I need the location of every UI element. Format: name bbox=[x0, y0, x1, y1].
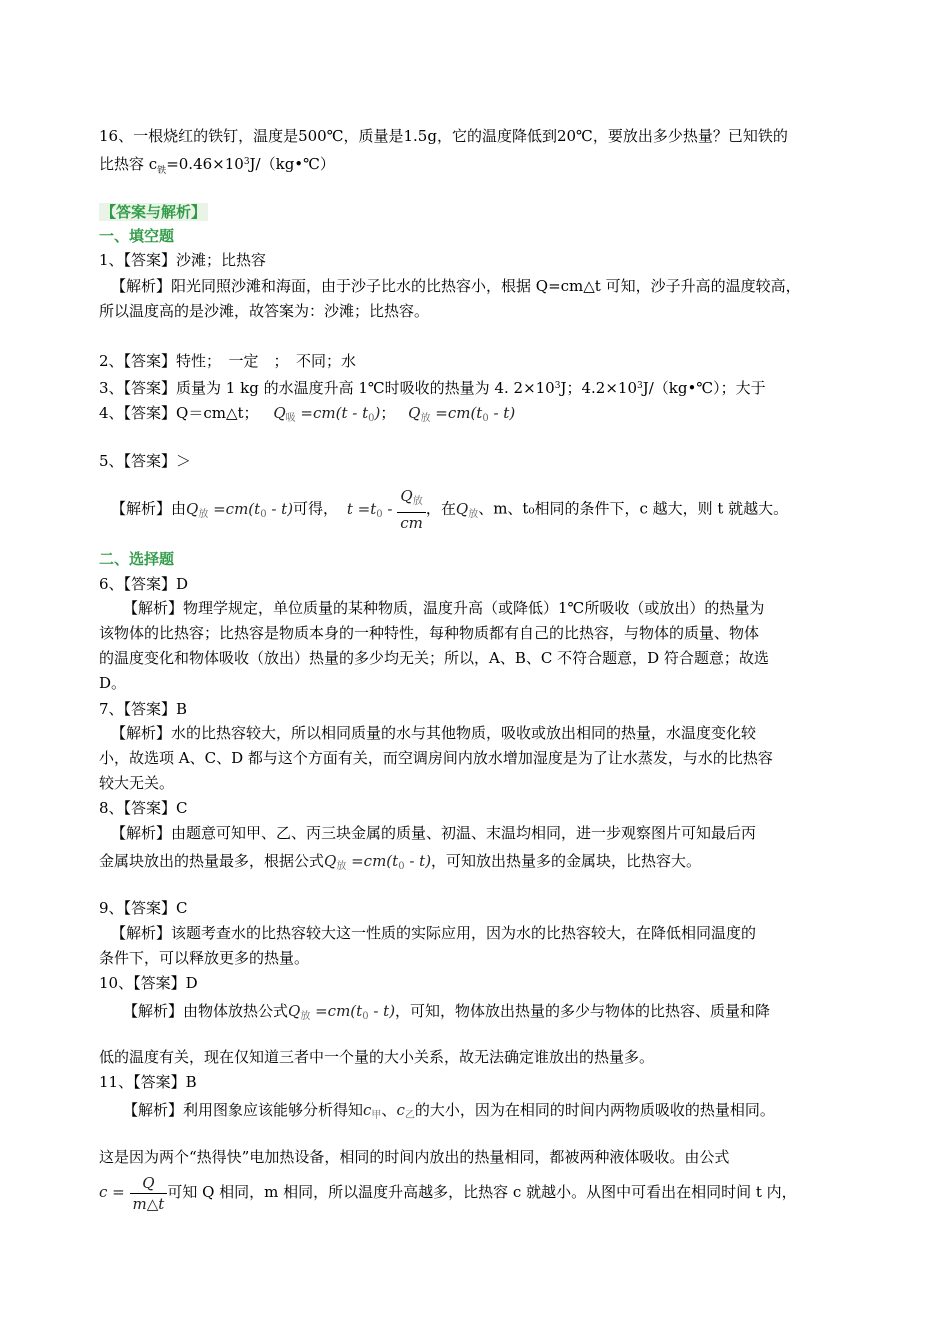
a8-analysis-2: 金属块放出的热量最多，根据公式$Q_放 =cm(t_0 - t)$，可知放出热量多的金属块，比热容大。 bbox=[99, 852, 702, 872]
a3-answer: 3、【答案】质量为 1 kg 的水温度升高 1℃时吸收的热量为 4. $2\times 10^3J$；$4.2\times 10^3J/(kg•℃)$；大于 bbox=[99, 379, 766, 397]
a7-answer: 7、【答案】B bbox=[99, 700, 188, 718]
formula-q-release: $Q_放 =cm(t_0 - t)$ bbox=[324, 852, 432, 872]
a11-answer: 11、【答案】B bbox=[99, 1073, 197, 1091]
formula-c: c = $\frac{Q}{m\triangle t}$ bbox=[99, 1183, 167, 1201]
a1-analysis-2: 所以温度高的是沙滩，故答案为：沙滩；比热容。 bbox=[99, 302, 430, 320]
symbol-c-jia: $c_甲$ bbox=[363, 1101, 382, 1121]
section-fill-blank: 一、填空题 bbox=[99, 227, 175, 245]
a6-analysis-1: 【解析】物理学规定，单位质量的某种物质，温度升高（或降低）1℃所吸收（或放出）的热量为 bbox=[123, 599, 765, 617]
formula-t: $t =t_0$ - $\frac{Q_放}{cm}$ bbox=[347, 500, 426, 518]
a8-answer: 8、【答案】C bbox=[99, 799, 188, 817]
a6-answer: 6、【答案】D bbox=[99, 575, 189, 593]
q16-line2: 比热容 $c_铁=0.46\times 10^3J/(kg•℃)$ bbox=[99, 155, 335, 176]
a11-analysis-3: c = $\frac{Q}{m\triangle t}$ 可知 Q 相同，m 相同，所以温度升高越多，比热容 c 就越小。从图中可看出在相同时间 t 内， bbox=[99, 1173, 797, 1213]
a10-analysis-2: 低的温度有关，现在仅知道三者中一个量的大小关系，故无法确定谁放出的热量多。 bbox=[99, 1048, 655, 1066]
formula-q-absorb: $Q_吸 =cm(t - t_0)$ bbox=[273, 404, 381, 424]
fraction-q-over-cm: $\frac{Q_放}{cm}$ bbox=[397, 486, 426, 533]
a6-analysis-4: D。 bbox=[99, 674, 127, 692]
formula-q-release: $Q_放 =cm(t_0 - t)$ bbox=[186, 499, 294, 520]
a9-answer: 9、【答案】C bbox=[99, 899, 188, 917]
a2-answer: 2、【答案】特性； 一定 ； 不同；水 bbox=[99, 352, 357, 370]
a4-answer: 4、【答案】Q＝cm△t； $Q_吸 =cm(t - t_0)$； $Q_放 =cm(t_0 - t)$ bbox=[99, 404, 516, 424]
symbol-c-yi: $c_乙$ bbox=[396, 1101, 415, 1121]
a5-answer: 5、【答案】＞ bbox=[99, 452, 192, 470]
a7-analysis-3: 较大无关。 bbox=[99, 774, 175, 792]
a10-analysis-1: 【解析】由物体放热公式$Q_放 =cm(t_0 - t)$，可知，物体放出热量的多少与物体的比热容、质量和降 bbox=[123, 1002, 771, 1022]
a11-analysis-1: 【解析】利用图象应该能够分析得知$c_甲$、$c_乙$的大小，因为在相同的时间内两物质吸收的热量相同。 bbox=[123, 1101, 775, 1121]
a9-analysis-2: 条件下，可以释放更多的热量。 bbox=[99, 949, 310, 967]
a10-answer: 10、【答案】D bbox=[99, 974, 198, 992]
q16-line1: 16、一根烧红的铁钉，温度是500℃，质量是1.5g，它的温度降低到20℃，要放出多少热量？已知铁的 bbox=[99, 127, 788, 145]
fraction-q-over-m-dt: $\frac{Q}{m\triangle t}$ bbox=[130, 1173, 168, 1214]
a6-analysis-3: 的温度变化和物体吸收（放出）热量的多少均无关；所以，A、B、C 不符合题意，D 符合题意；故选 bbox=[99, 649, 769, 667]
symbol-q-release: $Q_放$ bbox=[455, 499, 479, 520]
section-multiple-choice: 二、选择题 bbox=[99, 550, 175, 568]
a7-analysis-1: 【解析】水的比热容较大，所以相同质量的水与其他物质，吸收或放出相同的热量，水温度变化较 bbox=[111, 724, 757, 742]
a1-answer: 1、【答案】沙滩；比热容 bbox=[99, 251, 267, 269]
a8-analysis-1: 【解析】由题意可知甲、乙、丙三块金属的质量、初温、末温均相同，进一步观察图片可知最后丙 bbox=[111, 824, 757, 842]
a5-analysis: 【解析】由$Q_放 =cm(t_0 - t)$可得， $t =t_0$ - $\frac{Q_放}{cm}$ ，在$Q_放$、m、t₀相同的条件下，c 越大，则 t 就越大。 bbox=[111, 487, 789, 532]
answer-header: 【答案与解析】 bbox=[101, 203, 207, 221]
a6-analysis-2: 该物体的比热容；比热容是物质本身的一种特性，每种物质都有自己的比热容，与物体的质量、物体 bbox=[99, 624, 760, 642]
a1-analysis-1: 【解析】阳光同照沙滩和海面，由于沙子比水的比热容小，根据 Q=cm△t 可知，沙子升高的温度较高， bbox=[111, 277, 801, 295]
a9-analysis-1: 【解析】该题考查水的比热容较大这一性质的实际应用，因为水的比热容较大，在降低相同温度的 bbox=[111, 924, 757, 942]
formula-q-release: $Q_放 =cm(t_0 - t)$ bbox=[408, 404, 516, 424]
a11-analysis-2: 这是因为两个“热得快”电加热设备，相同的时间内放出的热量相同，都被两种液体吸收。由公式 bbox=[99, 1148, 730, 1166]
a7-analysis-2: 小，故选项 A、C、D 都与这个方面有关，而空调房间内放水增加湿度是为了让水蒸发，与水的比热容 bbox=[99, 749, 773, 767]
formula-q-release: $Q_放 =cm(t_0 - t)$ bbox=[288, 1002, 396, 1022]
